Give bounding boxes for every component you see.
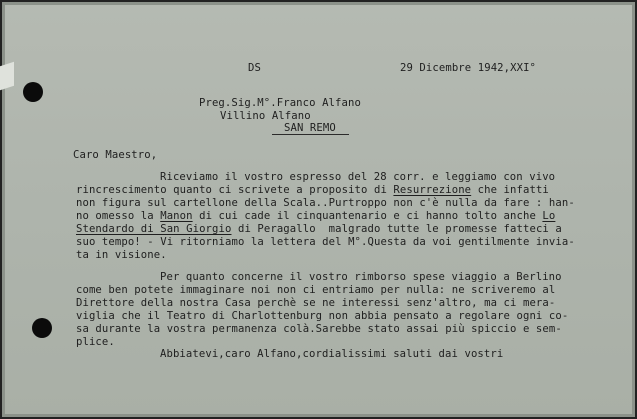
title-lo: Lo bbox=[542, 210, 556, 222]
paragraph2-line-6: plice. bbox=[76, 336, 115, 348]
paragraph1-line-2: rincrescimento quanto ci scrivete a proposito di Resurrezione che infatti bbox=[76, 184, 549, 196]
punch-hole-top bbox=[23, 82, 43, 102]
letter-date: 29 Dicembre 1942,XXI° bbox=[400, 62, 537, 74]
torn-corner bbox=[0, 62, 14, 91]
paragraph1-line-5: Stendardo di San Giorgio di Peragallo malgrado tutte le promesse fatteci a bbox=[76, 223, 562, 235]
title-stendardo: Stendardo di San Giorgio bbox=[76, 223, 232, 235]
paragraph2-line-5: sa durante la vostra permanenza colà.Sarebbe stato assai più spiccio e sem- bbox=[76, 323, 562, 335]
punch-hole-bottom bbox=[32, 318, 52, 338]
title-manon: Manon bbox=[160, 210, 193, 222]
paragraph2-line-4: viglia che il Teatro di Charlottenburg non abbia pensato a regolare ogni co- bbox=[76, 310, 569, 322]
paragraph1-line-4: no omesso la Manon di cui cade il cinquantenario e ci hanno tolto anche Lo bbox=[76, 210, 556, 222]
closing: Abbiatevi,caro Alfano,cordialissimi saluti dai vostri bbox=[160, 348, 504, 360]
address-line-2: Villino Alfano bbox=[220, 110, 311, 122]
paragraph2-line-1: Per quanto concerne il vostro rimborso spese viaggio a Berlino bbox=[160, 271, 562, 283]
title-resurrezione: Resurrezione bbox=[393, 184, 472, 196]
paragraph2-line-3: Direttore della nostra Casa perchè se ne interessi senz'altro, ma ci mera- bbox=[76, 297, 556, 309]
address-line-3: SAN REMO bbox=[284, 122, 336, 134]
address-underline bbox=[272, 134, 349, 135]
paragraph1-line-1: Riceviamo il vostro espresso del 28 corr. e leggiamo con vivo bbox=[160, 171, 556, 183]
address-line-1: Preg.Sig.M°.Franco Alfano bbox=[199, 97, 361, 109]
reference-code: DS bbox=[248, 62, 261, 74]
paragraph1-line-3: non figura sul cartellone della Scala..Purtroppo non c'è nulla da fare : han- bbox=[76, 197, 575, 209]
paragraph1-line-7: ta in visione. bbox=[76, 249, 167, 261]
paragraph2-line-2: come ben potete immaginare noi non ci entriamo per nulla: ne scriveremo al bbox=[76, 284, 556, 296]
salutation: Caro Maestro, bbox=[73, 149, 158, 161]
paragraph1-line-6: suo tempo! - Vi ritorniamo la lettera del M°.Questa da voi gentilmente invia- bbox=[76, 236, 575, 248]
